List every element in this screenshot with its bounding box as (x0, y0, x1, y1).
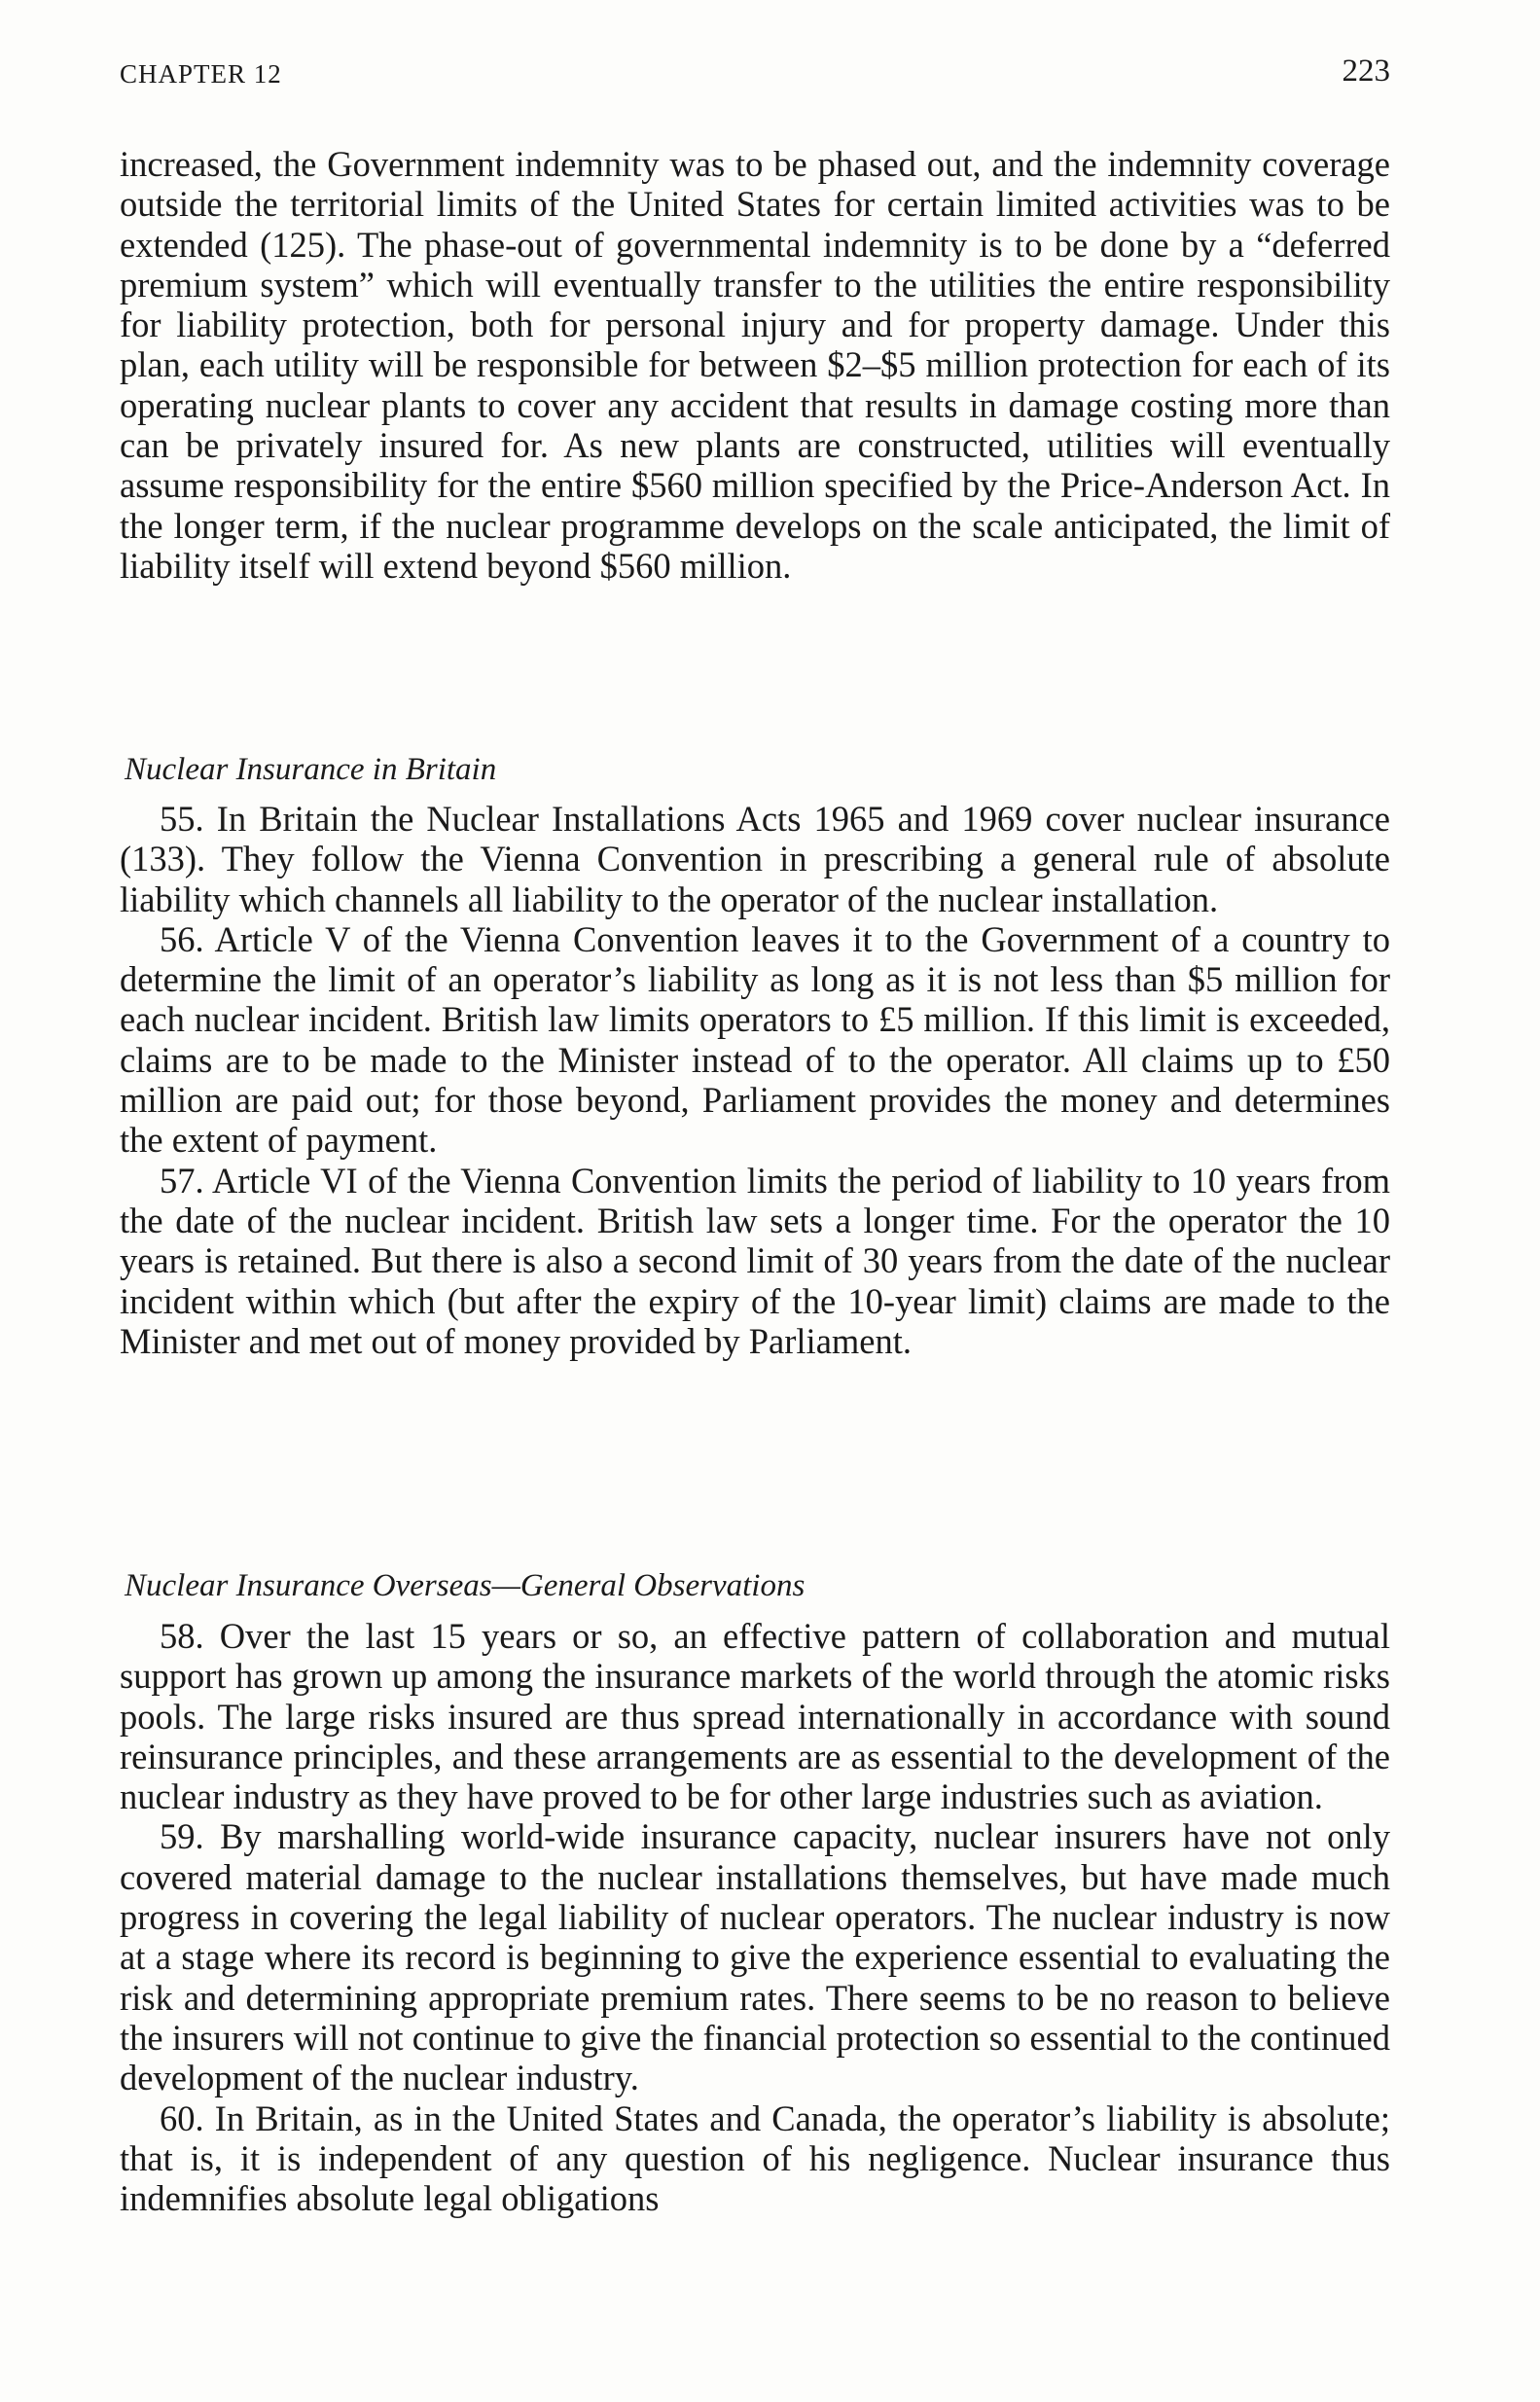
running-head (120, 54, 1390, 102)
section-heading-overseas: Nuclear Insurance Overseas—General Observations (125, 1568, 806, 1603)
paragraph-60: 60. In Britain, as in the United States and Canada, the operator’s liability is absolute; that is, it is independent of any question of his negligence. Nuclear insurance thus indemnifies absolute legal obligations (120, 2097, 1390, 2219)
continuation-text (120, 144, 1390, 586)
paragraph-56: 56. Article V of the Vienna Convention leaves it to the Government of a country to determine the limit of an operator’s liability as long as it is not less than $5 million for each nuclear incident. British law limits operators to £5 million. If this limit is exceeded, claims are to be made to the Minister instead of to the operator. All claims up to £50 million are paid out; for those beyond, Parliament provides the money and determines the extent of payment. (120, 918, 1390, 1161)
section-heading-britain: Nuclear Insurance in Britain (125, 752, 497, 787)
paragraph-57: 57. Article VI of the Vienna Convention limits the period of liability to 10 years from the date of the nuclear incident. British law sets a longer time. For the operator the 10 years is retained. But there is also a second limit of 30 years from the date of the nuclear incident within which (but after the expiry of the 10-year limit) claims are made to the Minister and met out of money provided by Parliament. (120, 1160, 1390, 1361)
paragraph-59: 59. By marshalling world-wide insurance capacity, nuclear insurers have not only covered material damage to the nuclear installations themselves, but have made much progress in covering the legal liability of nuclear operators. The nuclear industry is now at a stage where its record is beginning to give the experience essential to evaluating the risk and determining appropriate premium rates. There seems to be no reason to believe the insurers will not continue to give the financial protection so essential to the continued development of the nuclear industry. (120, 1816, 1390, 2098)
section-body-overseas (120, 1616, 1390, 2218)
paragraph-55: 55. In Britain the Nuclear Installations Acts 1965 and 1969 cover nuclear insurance (133). They follow the Vienna Convention in prescribing a general rule of absolute liability which channels all liability to the operator of the nuclear installation. (120, 799, 1390, 919)
chapter-label: CHAPTER 12 (120, 59, 282, 89)
paragraph: increased, the Government indemnity was to be phased out, and the indemnity coverage outside the territorial limits of the United States for certain limited activities was to be extended (125). The phase-out of governmental indemnity is to be done by a “deferred premium system” which will eventually transfer to the utilities the entire responsibility for liability protection, both for personal injury and for property damage. Under this plan, each utility will be responsible for between $2–$5 million protection for each of its operating nuclear plants to cover any accident that results in damage costing more than can be privately insured for. As new plants are constructed, utilities will eventually assume responsibility for the entire $560 million specified by the Price-Anderson Act. In the longer term, if the nuclear programme develops on the scale anticipated, the limit of liability itself will extend beyond $560 million. (120, 144, 1390, 586)
page-number: 223 (1342, 54, 1390, 89)
paragraph-58: 58. Over the last 15 years or so, an effective pattern of collaboration and mutual support has grown up among the insurance markets of the world through the atomic risks pools. The large risks insured are thus spread internationally in accordance with sound reinsurance principles, and these arrangements are as essential to the development of the nuclear industry as they have proved to be for other large industries such as aviation. (120, 1616, 1390, 1817)
section-body-britain (120, 799, 1390, 1361)
